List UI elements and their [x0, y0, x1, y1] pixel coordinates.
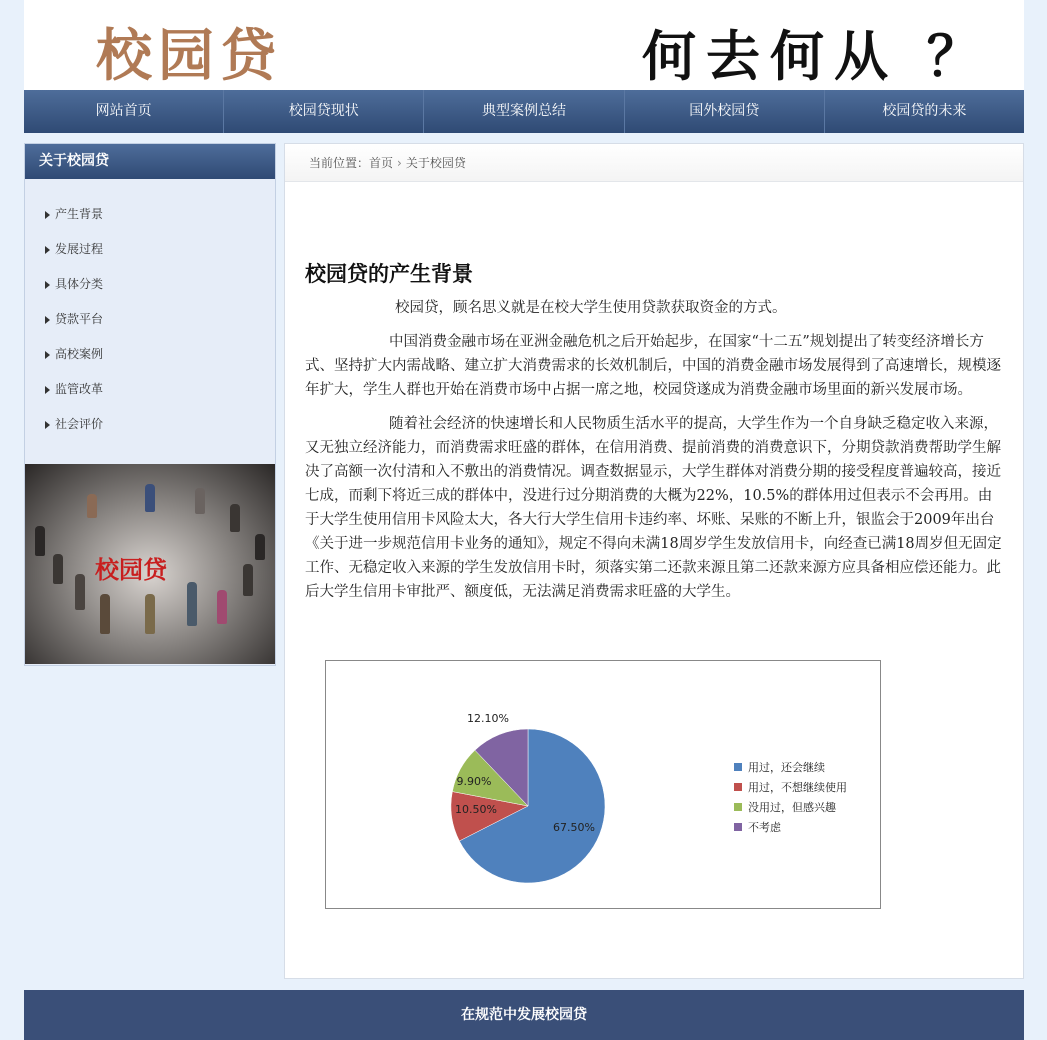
sidebar-photo: [25, 464, 275, 664]
pie-chart: [326, 661, 880, 908]
triangle-right-icon: [45, 211, 50, 219]
sidebar-item-platforms[interactable]: [25, 309, 275, 344]
main-nav: [24, 90, 1024, 133]
triangle-right-icon: [45, 386, 50, 394]
legend-label: 不考虑: [748, 821, 781, 834]
sidebar-item-evaluation[interactable]: [25, 414, 275, 449]
footer: 在规范中发展校园贷: [24, 990, 1024, 1040]
data-label: 67.50%: [553, 821, 595, 834]
legend-swatch: [734, 763, 742, 771]
sidebar-item-label: 监管改革: [55, 382, 104, 396]
triangle-right-icon: [45, 351, 50, 359]
legend-swatch: [734, 803, 742, 811]
breadcrumb-home[interactable]: 首页: [369, 156, 394, 170]
triangle-right-icon: [45, 281, 50, 289]
data-label: 12.10%: [467, 712, 509, 725]
sidebar-item-cases[interactable]: [25, 344, 275, 379]
article-paragraph: 中国消费金融市场在亚洲金融危机之后开始起步，在国家“十二五”规划提出了转变经济增长方式、坚持扩大内需战略、建立扩大消费需求的长效机制后，中国的消费金融市场发展得到了高速增长，规模逐年扩大，学生人群也开始在消费市场中占据一席之地，校园贷遂成为消费金融市场里面的新兴发展市场。: [305, 334, 1001, 398]
triangle-right-icon: [45, 421, 50, 429]
sidebar-item-regulation[interactable]: [25, 379, 275, 414]
legend-swatch: [734, 783, 742, 791]
article-paragraph: 随着社会经济的快速增长和人民物质生活水平的提高，大学生作为一个自身缺乏稳定收入来源，又无独立经济能力，而消费需求旺盛的群体，在信用消费、提前消费的消费意识下，分期贷款消费帮助学生解决了高额一次付清和入不敷出的消费情况。调查数据显示，大学生群体对消费分期的接受程度普遍较高，接近七成，而剩下将近三成的群体中，没进行过分期消费的大概为22%，10.5%的群体用过但表示不会再用。由于大学生使用信用卡风险太大，各大行大学生信用卡违约率、坏账、呆账的不断上升，银监会于2009年出台《关于进一步规范信用卡业务的通知》，规定不得向未满18周岁学生发放信用卡，向经查已满18周岁但无固定工作、无稳定收入来源的学生发放信用卡时，须落实第二还款来源且第二还款来源方应具备相应偿还能力。此后大学生信用卡审批严、额度低，无法满足消费需求旺盛的大学生。: [305, 416, 1002, 600]
banner-title-right: 何去何从 ？: [642, 24, 991, 88]
site-banner: [24, 0, 1024, 90]
breadcrumb-current: 关于校园贷: [405, 156, 466, 170]
legend-label: 用过，不想继续使用: [748, 781, 847, 794]
photo-caption: 校园贷: [95, 556, 167, 584]
article-title: 校园贷的产生背景: [305, 261, 473, 286]
nav-future[interactable]: 校园贷的未来: [882, 103, 967, 119]
triangle-right-icon: [45, 316, 50, 324]
chevron-right-icon: ›: [397, 156, 402, 170]
sidebar: [24, 143, 276, 666]
data-label: 9.90%: [456, 775, 492, 788]
article-paragraph: 校园贷，顾名思义就是在校大学生使用贷款获取资金的方式。: [395, 300, 787, 316]
breadcrumb-prefix: 当前位置：: [309, 156, 370, 170]
sidebar-item-background[interactable]: [25, 204, 275, 239]
legend-swatch: [734, 823, 742, 831]
sidebar-item-development[interactable]: [25, 239, 275, 274]
sidebar-item-label: 社会评价: [55, 417, 104, 431]
sidebar-menu: [25, 204, 275, 449]
sidebar-item-label: 发展过程: [55, 242, 104, 256]
nav-home[interactable]: 网站首页: [24, 90, 224, 133]
sidebar-heading: 关于校园贷: [25, 144, 275, 179]
legend-label: 用过，还会继续: [748, 761, 825, 774]
nav-status[interactable]: 校园贷现状: [224, 90, 424, 133]
legend-label: 没用过，但感兴趣: [748, 801, 836, 814]
pie-chart-box: [325, 660, 881, 909]
sidebar-item-classification[interactable]: [25, 274, 275, 309]
breadcrumb: [285, 144, 1023, 182]
nav-foreign[interactable]: 国外校园贷: [625, 90, 825, 133]
sidebar-item-label: 具体分类: [55, 277, 104, 291]
banner-title-left: 校园贷: [96, 23, 282, 89]
data-label: 10.50%: [455, 803, 497, 816]
triangle-right-icon: [45, 246, 50, 254]
main-content: [284, 143, 1024, 979]
sidebar-item-label: 高校案例: [55, 347, 104, 361]
sidebar-item-label: 产生背景: [55, 207, 104, 221]
nav-cases[interactable]: 典型案例总结: [424, 90, 624, 133]
sidebar-item-label: 贷款平台: [55, 312, 104, 326]
article: [305, 258, 1005, 614]
